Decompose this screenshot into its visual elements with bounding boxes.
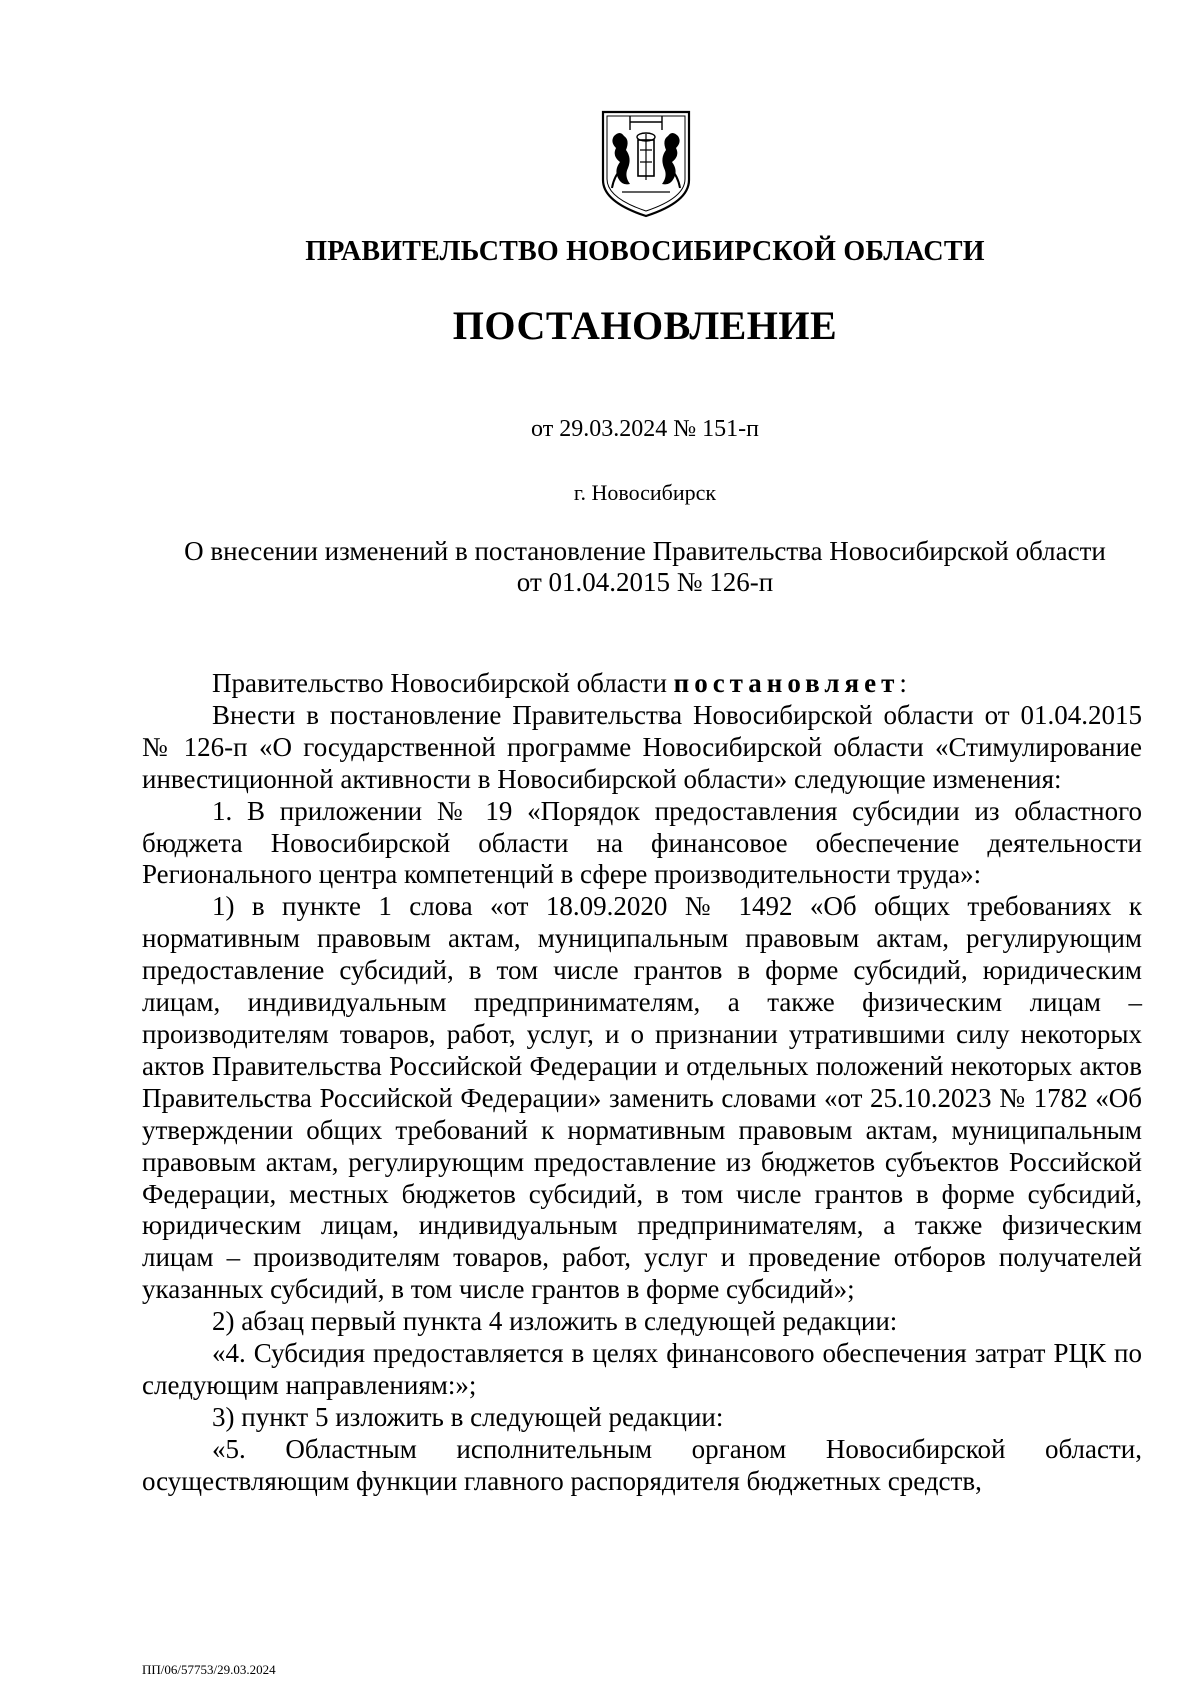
coat-of-arms-icon bbox=[600, 110, 692, 218]
intro-prefix: Правительство Новосибирской области bbox=[212, 668, 674, 698]
city-line: г. Новосибирск bbox=[573, 480, 717, 505]
subject-line-2: от 01.04.2015 № 126-п bbox=[516, 567, 774, 597]
paragraph-quote-5: «5. Областным исполнительным органом Новосибирской области, осуществляющим функции главного распорядителя бюджетных средств, bbox=[142, 1433, 1142, 1496]
paragraph-subitem-2: 2) абзац первый пункта 4 изложить в следующей редакции: bbox=[212, 1306, 898, 1337]
paragraph-subitem-1: 1) в пункте 1 слова «от 18.09.2020 № 1492 «Об общих требованиях к нормативным правовым актам, муниципальным правовым актам, регулирующим предоставление субсидий, в том числе грантов в форме субсидий, юридическим лицам, индивидуальным предпринимателям, а также физическим лицам – производителям товаров, работ, услуг, и о признании утратившими силу некоторых актов Правительства Российской Федерации и отдельных положений некоторых актов Правительства Российской Федерации» заменить словами «от 25.10.2023 № 1782 «Об утверждении общих требований к нормативным правовым актам, муниципальным правовым актам, регулирующим предоставление из бюджетов субъектов Российской Федерации, местных бюджетов субсидий, в том числе грантов в форме субсидий, юридическим лицам, индивидуальным предпринимателям, а также физическим лицам – производителям товаров, работ, услуг и проведение отборов получателей указанных субсидий, в том числе грантов в форме субсидий»; bbox=[142, 891, 1142, 1305]
document-body bbox=[142, 668, 1142, 1498]
intro-paragraph bbox=[142, 668, 1142, 700]
paragraph-amend: Внести в постановление Правительства Новосибирской области от 01.04.2015 № 126-п «О государственной программе Новосибирской области «Стимулирование инвестиционной активности в Новосибирской области» следующие изменения: bbox=[142, 699, 1142, 794]
intro-verb: постановляет bbox=[673, 668, 900, 698]
intro-suffix: : bbox=[899, 668, 907, 698]
paragraph-subitem-3: 3) пункт 5 изложить в следующей редакции: bbox=[212, 1401, 724, 1432]
subject-line-1: О внесении изменений в постановление Правительства Новосибирской области bbox=[184, 536, 1106, 566]
paragraph-item-1: 1. В приложении № 19 «Порядок предоставления субсидии из областного бюджета Новосибирской области на финансовое обеспечение деятельности Регионального центра компетенций в сфере производительности труда»: bbox=[142, 795, 1142, 890]
date-and-number: от 29.03.2024 № 151-п bbox=[531, 416, 759, 442]
paragraph-quote-4: «4. Субсидия предоставляется в целях финансового обеспечения затрат РЦК по следующим направлениям:»; bbox=[142, 1338, 1142, 1400]
document-type-title: ПОСТАНОВЛЕНИЕ bbox=[452, 303, 838, 348]
document-subject bbox=[150, 536, 1140, 598]
document-code: ПП/06/57753/29.03.2024 bbox=[142, 1662, 276, 1677]
organization-title: ПРАВИТЕЛЬСТВО НОВОСИБИРСКОЙ ОБЛАСТИ bbox=[305, 236, 985, 267]
